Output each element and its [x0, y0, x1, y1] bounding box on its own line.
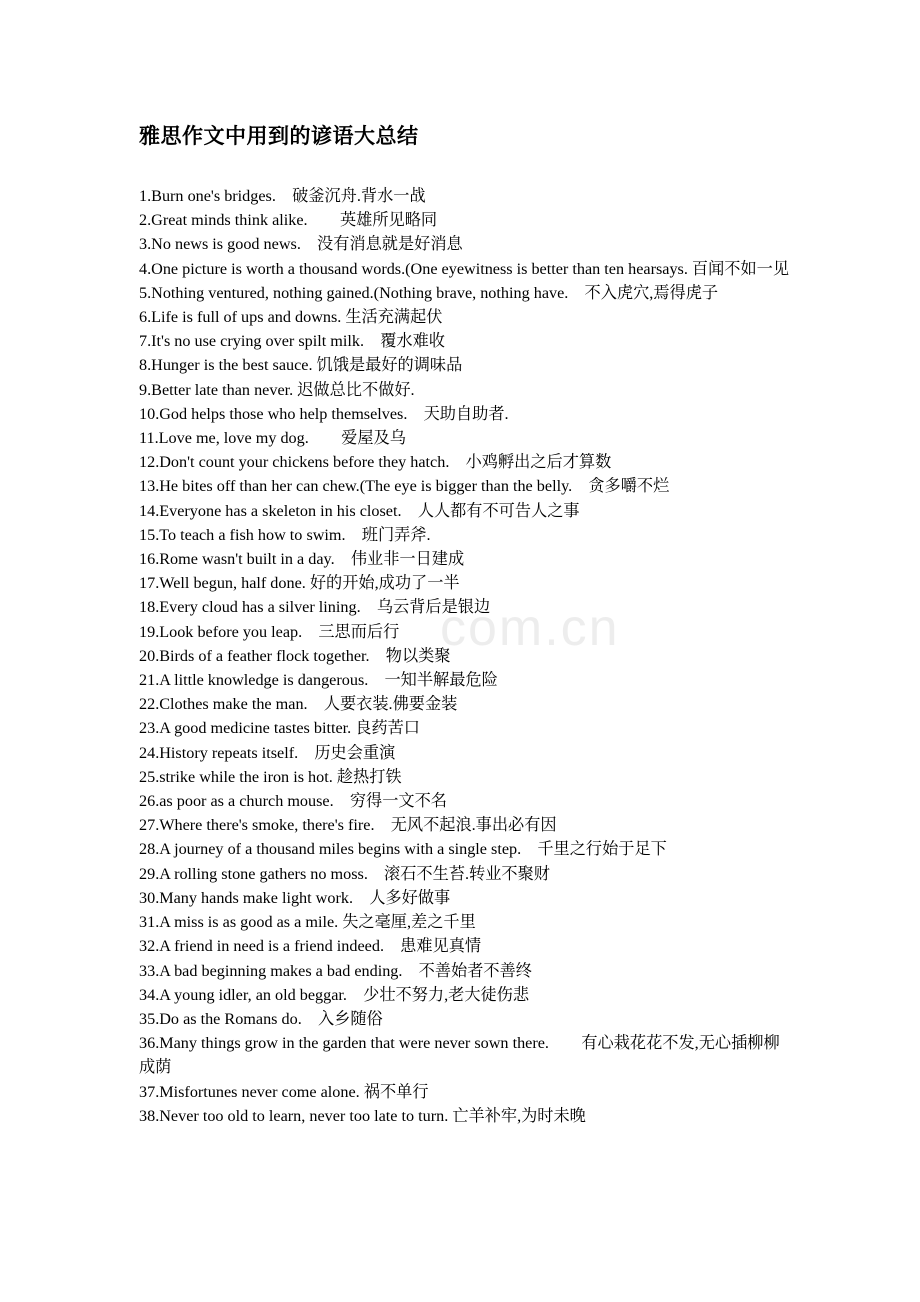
- proverb-list: [139, 184, 794, 1128]
- proverb-item: 16.Rome wasn't built in a day. 伟业非一日建成: [139, 550, 465, 569]
- proverb-item: 7.It's no use crying over spilt milk. 覆水难收: [139, 332, 445, 351]
- proverb-item: 28.A journey of a thousand miles begins with a single step. 千里之行始于足下: [139, 840, 667, 859]
- proverb-item: 34.A young idler, an old beggar. 少壮不努力,老大徒伤悲: [139, 985, 530, 1004]
- proverb-item: 1.Burn one's bridges. 破釜沉舟.背水一战: [139, 187, 426, 205]
- proverb-item: 31.A miss is as good as a mile. 失之毫厘,差之千里: [139, 913, 476, 932]
- proverb-item: 35.Do as the Romans do. 入乡随俗: [139, 1009, 383, 1028]
- proverb-item: 36.Many things grow in the garden that were never sown there. 有心栽花花不发,无心插柳柳成荫: [139, 1034, 780, 1077]
- proverb-item: 9.Better late than never. 迟做总比不做好.: [139, 380, 415, 399]
- proverb-item: 2.Great minds think alike. 英雄所见略同: [139, 211, 438, 230]
- proverb-item: 15.To teach a fish how to swim. 班门弄斧.: [139, 525, 431, 544]
- proverb-item: 18.Every cloud has a silver lining. 乌云背后是银边: [139, 598, 491, 617]
- proverb-item: 6.Life is full of ups and downs. 生活充满起伏: [139, 308, 443, 327]
- proverb-item: 32.A friend in need is a friend indeed. 患难见真情: [139, 937, 482, 956]
- proverb-item: 10.God helps those who help themselves. 天助自助者.: [139, 404, 509, 423]
- proverb-item: 30.Many hands make light work. 人多好做事: [139, 888, 451, 907]
- proverb-item: 3.No news is good news. 没有消息就是好消息: [139, 235, 463, 254]
- proverb-item: 25.strike while the iron is hot. 趁热打铁: [139, 767, 402, 786]
- proverb-item: 8.Hunger is the best sauce. 饥饿是最好的调味品: [139, 356, 463, 375]
- proverb-item: 4.One picture is worth a thousand words.(One eyewitness is better than ten hearsays. 百闻不如一见: [139, 259, 790, 278]
- proverb-item: 26.as poor as a church mouse. 穷得一文不名: [139, 792, 447, 811]
- proverb-item: 23.A good medicine tastes bitter. 良药苦口: [139, 719, 420, 738]
- proverb-item: 13.He bites off than her can chew.(The eye is bigger than the belly. 贪多嚼不烂: [139, 477, 670, 496]
- proverb-item: 19.Look before you leap. 三思而后行: [139, 622, 400, 641]
- proverb-item: 17.Well begun, half done. 好的开始,成功了一半: [139, 574, 460, 593]
- proverb-item: 21.A little knowledge is dangerous. 一知半解最危险: [139, 671, 498, 690]
- proverb-item: 33.A bad beginning makes a bad ending. 不善始者不善终: [139, 961, 532, 980]
- proverb-item: 12.Don't count your chickens before they hatch. 小鸡孵出之后才算数: [139, 453, 612, 472]
- proverb-item: 5.Nothing ventured, nothing gained.(Nothing brave, nothing have. 不入虎穴,焉得虎子: [139, 283, 719, 302]
- proverb-item: 27.Where there's smoke, there's fire. 无风不起浪.事出必有因: [139, 816, 557, 835]
- proverb-item: 29.A rolling stone gathers no moss. 滚石不生苔.转业不聚财: [139, 864, 550, 883]
- proverb-item: 37.Misfortunes never come alone. 祸不单行: [139, 1082, 429, 1101]
- proverb-item: 11.Love me, love my dog. 爱屋及乌: [139, 429, 406, 448]
- watermark: com.cn: [440, 599, 620, 657]
- page-title: 雅思作文中用到的谚语大总结: [139, 124, 419, 148]
- proverb-item: 24.History repeats itself. 历史会重演: [139, 743, 396, 762]
- proverb-item: 22.Clothes make the man. 人要衣装.佛要金装: [139, 695, 458, 714]
- proverb-item: 14.Everyone has a skeleton in his closet. 人人都有不可告人之事: [139, 501, 580, 520]
- proverb-item: 38.Never too old to learn, never too late to turn. 亡羊补牢,为时未晚: [139, 1106, 586, 1125]
- proverb-item: 20.Birds of a feather flock together. 物以类聚: [139, 646, 451, 665]
